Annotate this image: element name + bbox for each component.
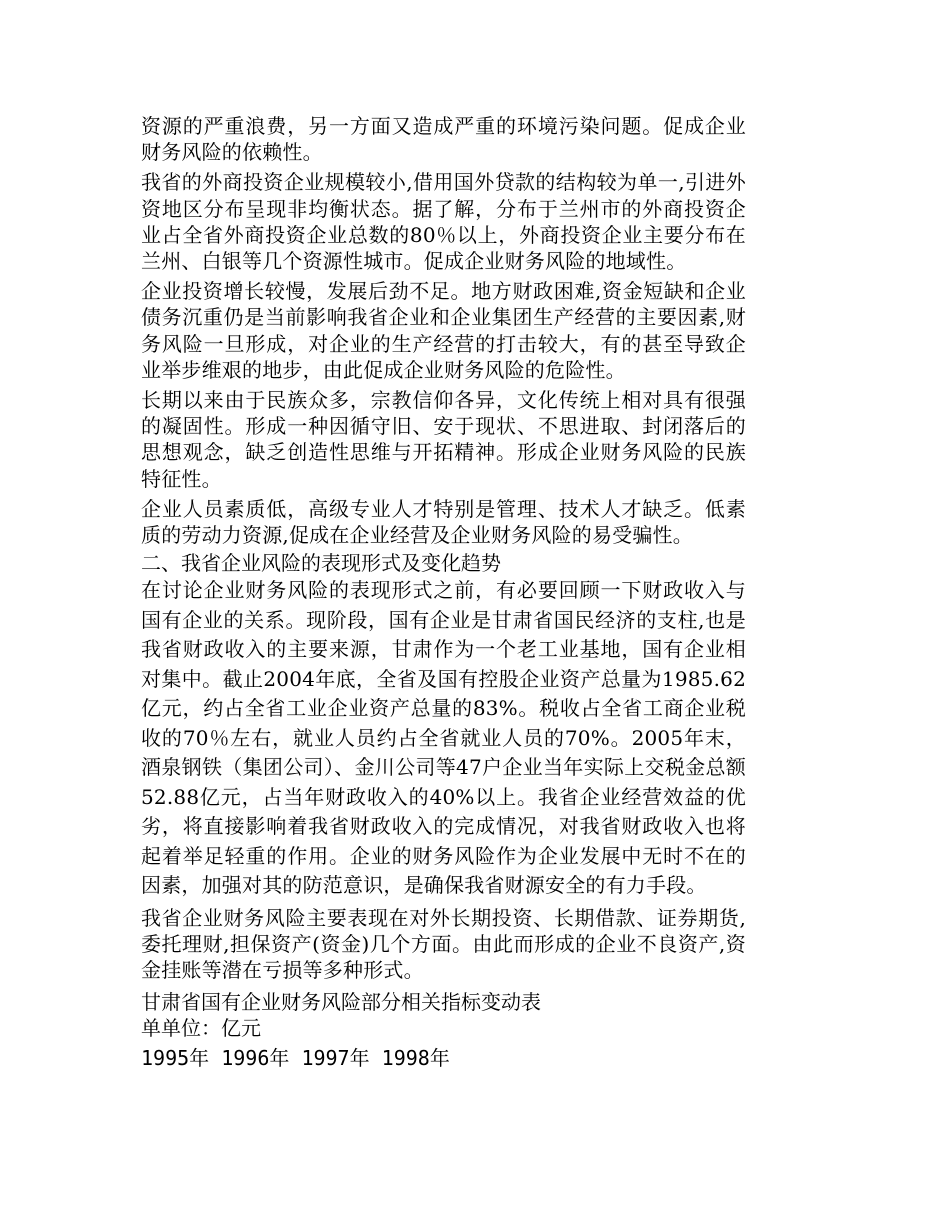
year-1997: 1997年 (301, 1046, 370, 1071)
year-1995: 1995年 (141, 1046, 210, 1071)
paragraph-investment-growth: 企业投资增长较慢，发展后劲不足。地方财政困难,资金短缺和企业债务沉重仍是当前影响我省企业和企业集团生产经营的主要因素,财务风险一旦形成，对企业的生产经营的打击较大，有的甚至导致企业举步维艰的地步，由此促成企业财务风险的危险性。 (141, 279, 746, 382)
paragraph-ethnic-culture: 长期以来由于民族众多，宗教信仰各异，文化传统上相对具有很强的凝固性。形成一种因循守旧、安于现状、不思进取、封闭落后的思想观念，缺乏创造性思维与开拓精神。形成企业财务风险的民族特征性。 (141, 388, 746, 491)
unit-label: 单单位：亿元 (141, 1016, 261, 1041)
paragraph-fiscal-revenue: 在讨论企业财务风险的表现形式之前，有必要回顾一下财政收入与国有企业的关系。现阶段，国有企业是甘肃省国民经济的支柱,也是我省财政收入的主要来源，甘肃作为一个老工业基地，国有企业相对集中。截止2004年底，全省及国有控股企业资产总量为1985.62亿元，约占全省工业企业资产总量的83%。税收占全省工商企业税收的70％左右，就业人员约占全省就业人员的70%。2005年末，酒泉钢铁（集团公司）、金川公司等47户企业当年实际上交税金总额52.88亿元，占当年财政收入的40%以上。我省企业经营效益的优劣，将直接影响着我省财政收入的完成情况，对我省财政收入也将起着举足轻重的作用。企业的财务风险作为企业发展中无时不在的因素，加强对其的防范意识，是确保我省财源安全的有力手段。 (141, 578, 746, 898)
table-title: 甘肃省国有企业财务风险部分相关指标变动表 (141, 990, 541, 1015)
year-header-row (141, 1043, 746, 1073)
paragraph-resource-waste: 资源的严重浪费，另一方面又造成严重的环境污染问题。促成企业财务风险的依赖性。 (141, 114, 746, 165)
paragraph-foreign-investment: 我省的外商投资企业规模较小,借用国外贷款的结构较为单一,引进外资地区分布呈现非均衡状态。据了解，分布于兰州市的外商投资企业占全省外商投资企业总数的80％以上，外商投资企业主要分布在兰州、白银等几个资源性城市。促成企业财务风险的地域性。 (141, 170, 746, 274)
paragraph-personnel-quality: 企业人员素质低，高级专业人才特别是管理、技术人才缺乏。低素质的劳动力资源,促成在企业经营及企业财务风险的易受骗性。 (141, 496, 746, 548)
year-1996: 1996年 (221, 1046, 290, 1071)
document-page (141, 113, 746, 1073)
section-heading: 二、我省企业风险的表现形式及变化趋势 (141, 551, 501, 576)
year-1998: 1998年 (381, 1046, 450, 1071)
paragraph-risk-forms: 我省企业财务风险主要表现在对外长期投资、长期借款、证券期货,委托理财,担保资产(资金)几个方面。由此而形成的企业不良资产,资金挂账等潜在亏损等多种形式。 (141, 905, 746, 983)
